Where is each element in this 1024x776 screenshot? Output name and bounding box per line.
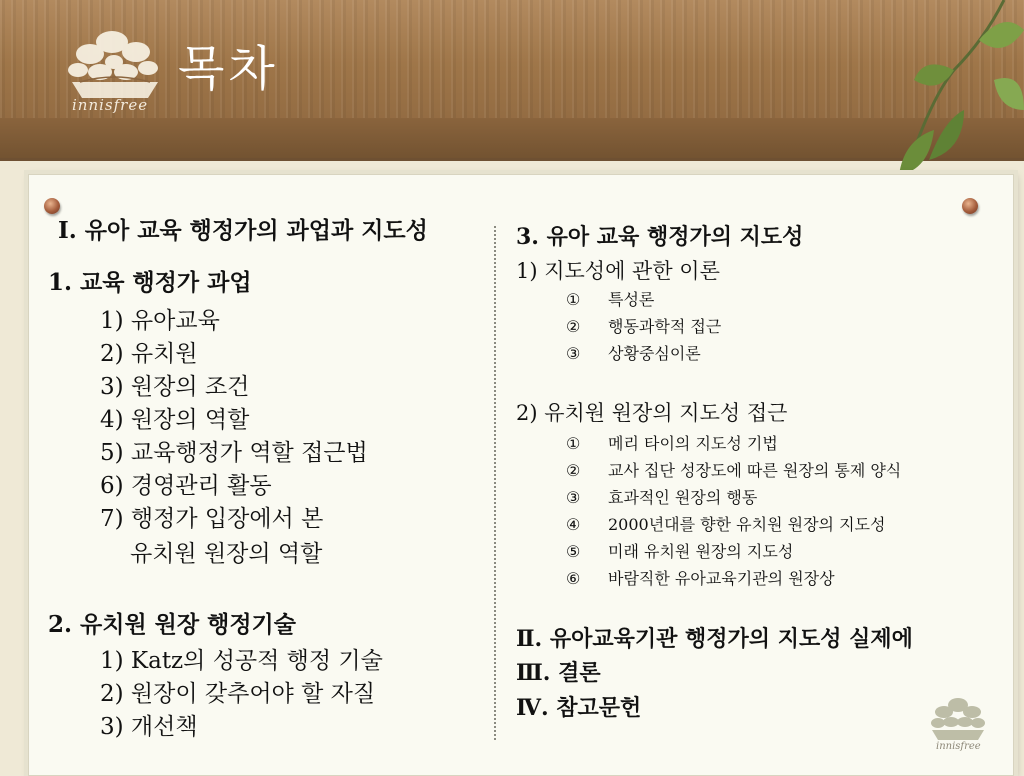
list-item: 2) 원장이 갖추어야 할 자질 (100, 681, 376, 707)
list-marker: ⑥ (566, 569, 581, 588)
chapter-4-title: Ⅳ. 참고문헌 (516, 695, 642, 721)
chapter-3-title: Ⅲ. 결론 (516, 660, 601, 686)
brand-logo-text: innisfree (72, 96, 149, 114)
list-item: 7) 행정가 입장에서 본 (100, 506, 324, 532)
list-item (566, 517, 885, 533)
chapter-2-title: Ⅱ. 유아교육기관 행정가의 지도성 실제에 (516, 626, 913, 652)
list-marker: ① (566, 434, 581, 453)
list-marker: ③ (566, 488, 581, 507)
list-item-text: 상황중심이론 (608, 344, 701, 363)
list-item (566, 544, 793, 560)
part1-title: 1. 교육 행정가 과업 (48, 269, 252, 296)
column-divider (494, 226, 496, 740)
list-item-text: 효과적인 원장의 행동 (608, 488, 758, 507)
list-item: 5) 교육행정가 역할 접근법 (100, 440, 368, 466)
approach-title: 2) 유치원 원장의 지도성 접근 (516, 401, 788, 425)
list-item: 4) 원장의 역할 (100, 407, 250, 433)
section-title-1: Ⅰ. 유아 교육 행정가의 과업과 지도성 (58, 217, 428, 244)
part2-title: 2. 유치원 원장 행정기술 (48, 611, 296, 638)
list-marker: ④ (566, 515, 581, 534)
list-item: 3) 개선책 (100, 714, 198, 740)
list-item: 2) 유치원 (100, 341, 198, 367)
list-item (566, 490, 757, 506)
list-item (566, 319, 721, 335)
footer-brand-text: innisfree (936, 741, 981, 752)
list-item: 6) 경영관리 활동 (100, 473, 272, 499)
list-item-text: 메리 타이의 지도성 기법 (608, 434, 778, 453)
list-marker: ③ (566, 344, 581, 363)
list-item-text: 행동과학적 접근 (608, 317, 722, 336)
list-item (566, 463, 901, 479)
list-marker: ⑤ (566, 542, 581, 561)
page-title: 목차 (178, 41, 279, 97)
list-item-text: 바람직한 유아교육기관의 원장상 (608, 569, 835, 588)
list-item (566, 571, 835, 587)
leaves-decoration-icon (884, 0, 1024, 200)
list-item: 1) Katz의 성공적 행정 기술 (100, 648, 383, 674)
pushpin-icon (962, 198, 978, 214)
list-item: 유치원 원장의 역할 (130, 541, 323, 567)
list-item-text: 미래 유치원 원장의 지도성 (608, 542, 794, 561)
pushpin-icon (44, 198, 60, 214)
list-marker: ② (566, 461, 581, 480)
header-strip (0, 118, 1024, 158)
list-item: 1) 유아교육 (100, 308, 220, 334)
list-item-text: 2000년대를 향한 유치원 원장의 지도성 (608, 515, 886, 534)
header-band (0, 0, 1024, 161)
list-item: 3) 원장의 조건 (100, 374, 250, 400)
list-item (566, 346, 701, 362)
list-marker: ① (566, 290, 581, 309)
list-item-text: 특성론 (608, 290, 655, 309)
part3-title: 3. 유아 교육 행정가의 지도성 (516, 224, 804, 250)
list-item-text: 교사 집단 성장도에 따른 원장의 통제 양식 (608, 461, 902, 480)
theory-title: 1) 지도성에 관한 이론 (516, 259, 720, 283)
list-marker: ② (566, 317, 581, 336)
list-item (566, 292, 654, 308)
list-item (566, 436, 778, 452)
